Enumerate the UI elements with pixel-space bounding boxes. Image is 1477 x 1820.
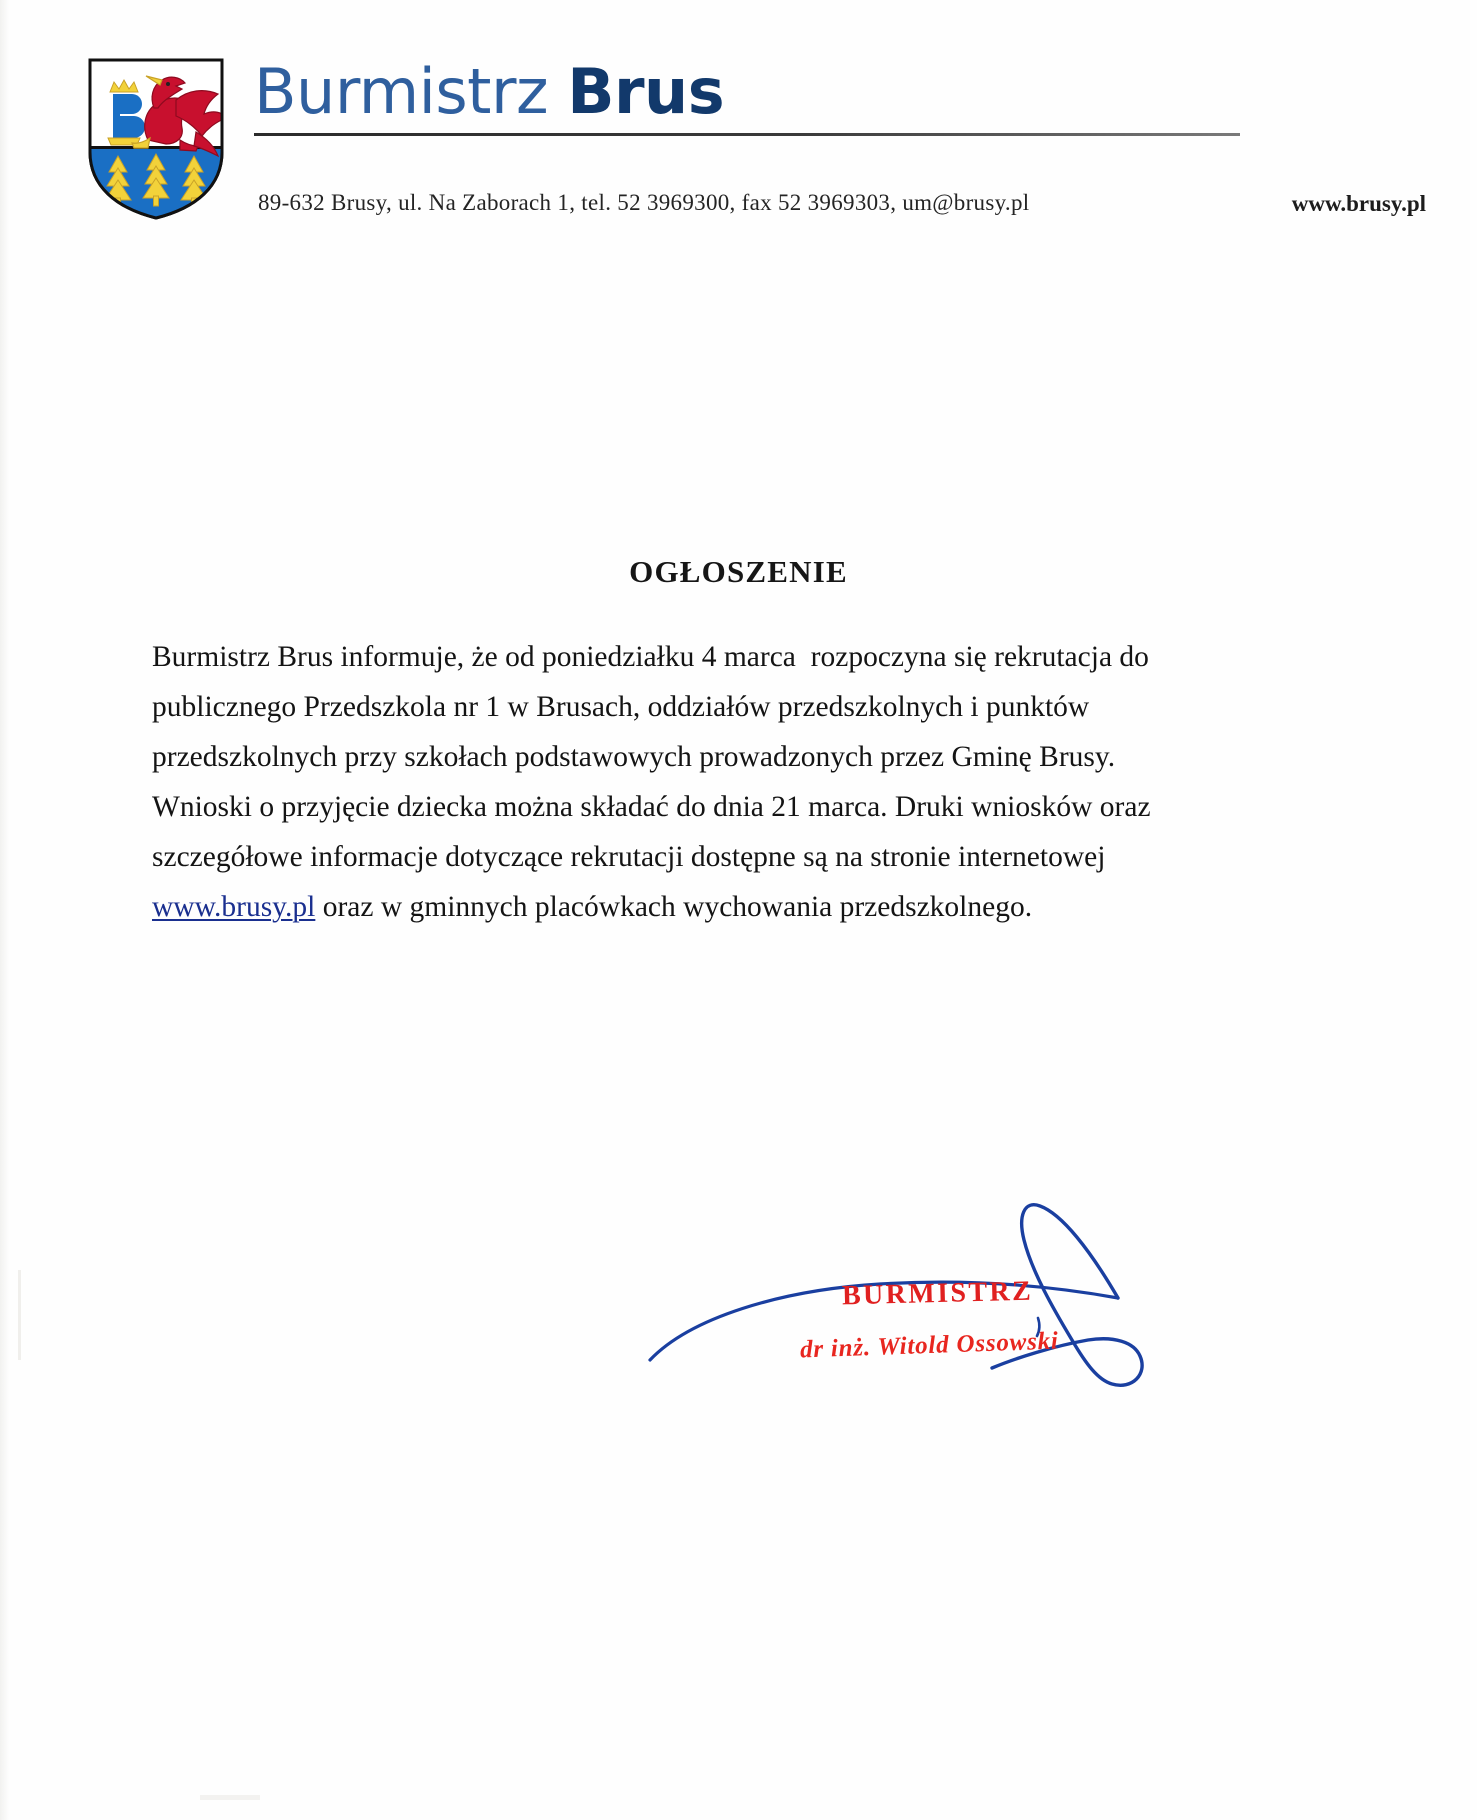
organization-title-part-1: Burmistrz [254, 55, 548, 128]
stamp-role: BURMISTRZ [841, 1275, 1034, 1312]
brusy-website-link[interactable]: www.brusy.pl [152, 891, 316, 923]
announcement-paragraph [152, 632, 1158, 932]
announcement-body [152, 632, 1158, 932]
letterhead-divider [254, 133, 1240, 136]
scan-edge-artifact [0, 0, 10, 1820]
letterhead [0, 0, 1477, 240]
announcement-text-after-link: oraz w gminnych placówkach wychowania przedszkolnego. [315, 891, 1033, 923]
page-title: OGŁOSZENIE [629, 553, 848, 589]
scan-speck-left [18, 1270, 21, 1360]
announcement-text-before-link: Burmistrz Brus informuje, że od poniedziałku 4 marca rozpoczyna się rekrutacja do publicznego Przedszkola nr 1 w Brusach, oddziałów przedszkolnych i punktów przedszkolnych przy szkołach podstawowych prowadzonych przez Gminę Brusy. Wnioski o przyjęcie dziecka można składać do dnia 21 marca. Druki wniosków oraz szczegółowe informacje dotyczące rekrutacji dostępne są na stronie internetowej [152, 641, 1158, 873]
website-label: www.brusy.pl [1291, 191, 1426, 216]
scan-speck-bottom [200, 1795, 260, 1800]
letterhead-contact-row [254, 190, 1444, 224]
contact-details: 89-632 Brusy, ul. Na Zaborach 1, tel. 52 3969300, fax 52 3969303, um@brusy.pl [258, 190, 1030, 215]
stamp-name: dr inż. Witold Ossowski [799, 1327, 1060, 1364]
signature-block [620, 1190, 1220, 1420]
letterhead-text [254, 55, 1444, 136]
organization-title [254, 55, 1444, 128]
organization-title-part-2: Brus [567, 55, 725, 128]
coat-of-arms-icon [84, 56, 228, 222]
